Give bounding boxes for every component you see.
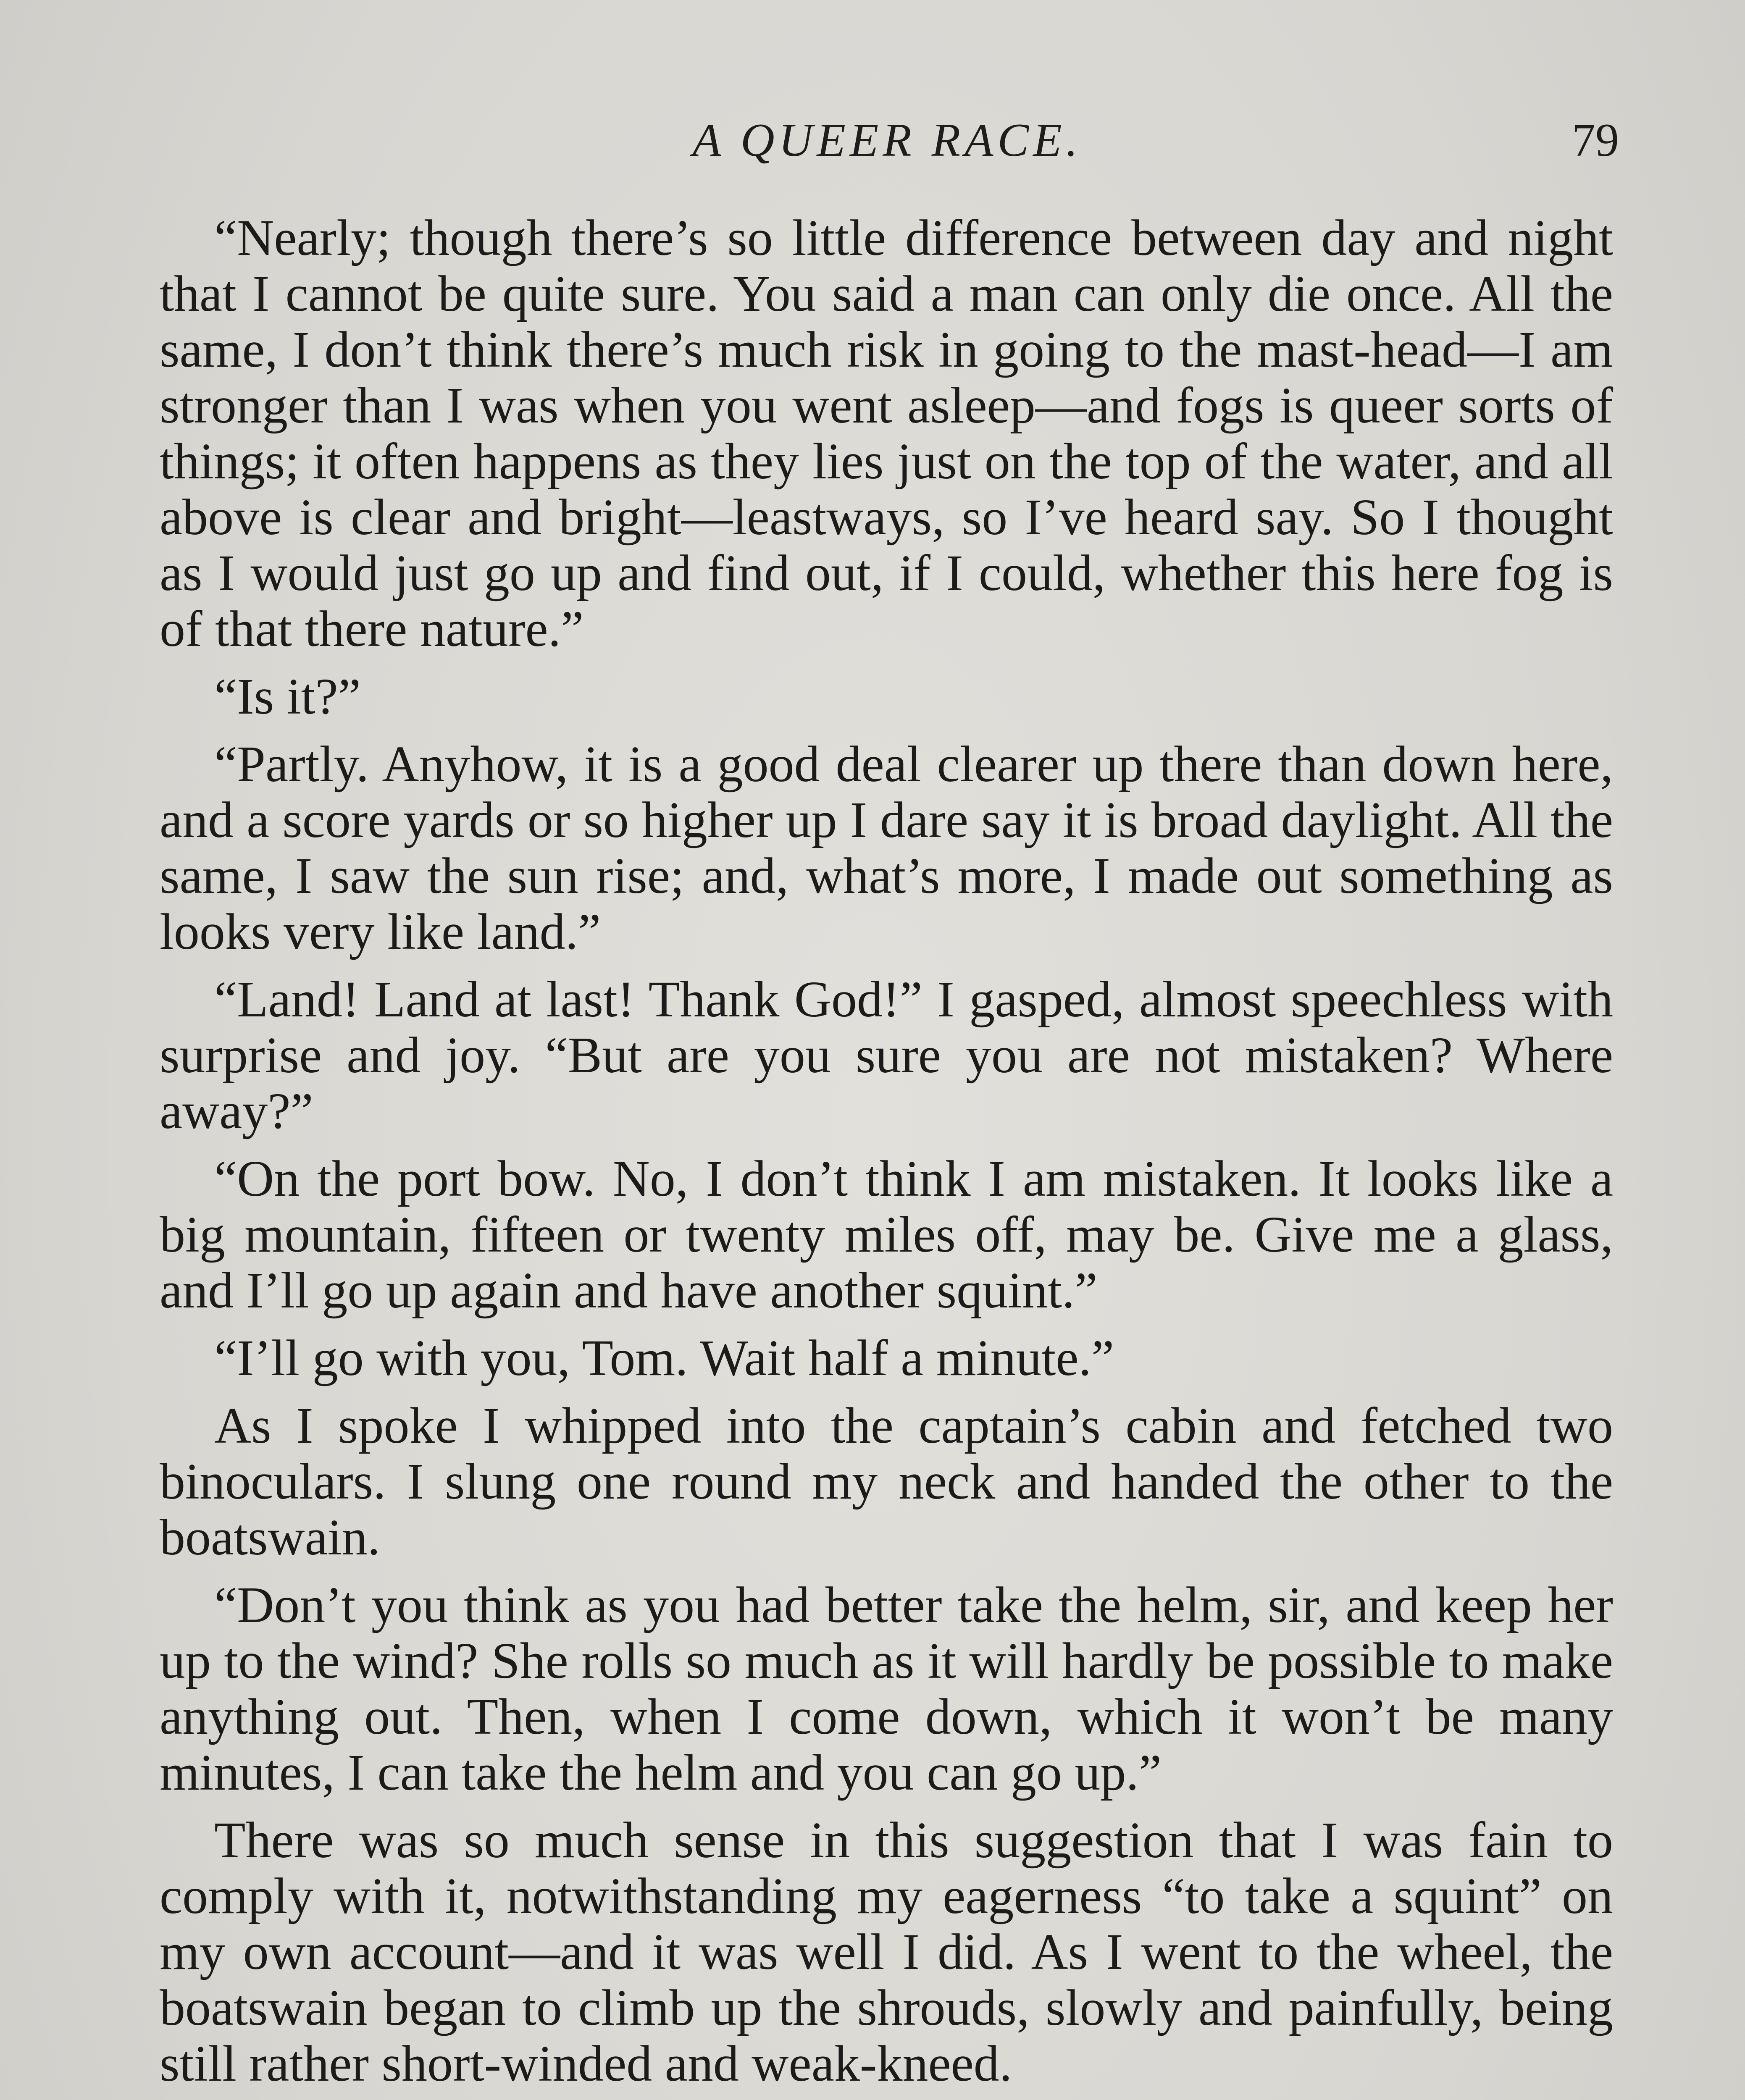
paragraph: “Nearly; though there’s so little difference between day and night that I cannot be quite sure. You said a man can only die once. All the same, I don’t think there’s much risk in going to the mast-head—I am stronger than I was when you went asleep—and fogs is queer sorts of things; it often happens as they lies just on the top of the water, and all above is clear and bright—leastways, so I’ve heard say. So I thought as I would just go up and find out, if I could, whether this here fog is of that there nature.” (160, 210, 1613, 657)
paragraph: “I’ll go with you, Tom. Wait half a minute.” (214, 1330, 1114, 1386)
paragraph: “On the port bow. No, I don’t think I am mistaken. It looks like a big mountain, fifteen or twenty miles off, may be. Give me a glass, and I’ll go up again and have another squint.” (160, 1150, 1613, 1319)
running-head (155, 113, 1619, 181)
paragraph: “Is it?” (214, 668, 361, 725)
paragraph: “Don’t you think as you had better take the helm, sir, and keep her up to the wind? She rolls so much as it will hardly be possible to make anything out. Then, when I come down, which it won’t be many minutes, I can take the helm and you can go up.” (160, 1577, 1613, 1801)
paragraph: “Partly. Anyhow, it is a good deal clearer up there than down here, and a score yards or so higher up I dare say it is broad daylight. All the same, I saw the sun rise; and, what’s more, I made out something as looks very like land.” (160, 736, 1613, 960)
running-title: A QUEER RACE. (692, 114, 1082, 166)
paragraph: “Land! Land at last! Thank God!” I gasped, almost speechless with surprise and joy. “But are you sure you are not mistaken? Where away?” (160, 971, 1613, 1139)
paragraph: There was so much sense in this suggestion that I was fain to comply with it, notwithstanding my eagerness “to take a squint” on my own account—and it was well I did. As I went to the wheel, the boatswain began to climb up the shrouds, slowly and painfully, being still rather short-winded and weak-kneed. (160, 1812, 1613, 2092)
page-number: 79 (1572, 114, 1619, 166)
body-text (160, 210, 1613, 2100)
paragraph: As I spoke I whipped into the captain’s cabin and fetched two binoculars. I slung one round my neck and handed the other to the boatswain. (160, 1397, 1613, 1566)
